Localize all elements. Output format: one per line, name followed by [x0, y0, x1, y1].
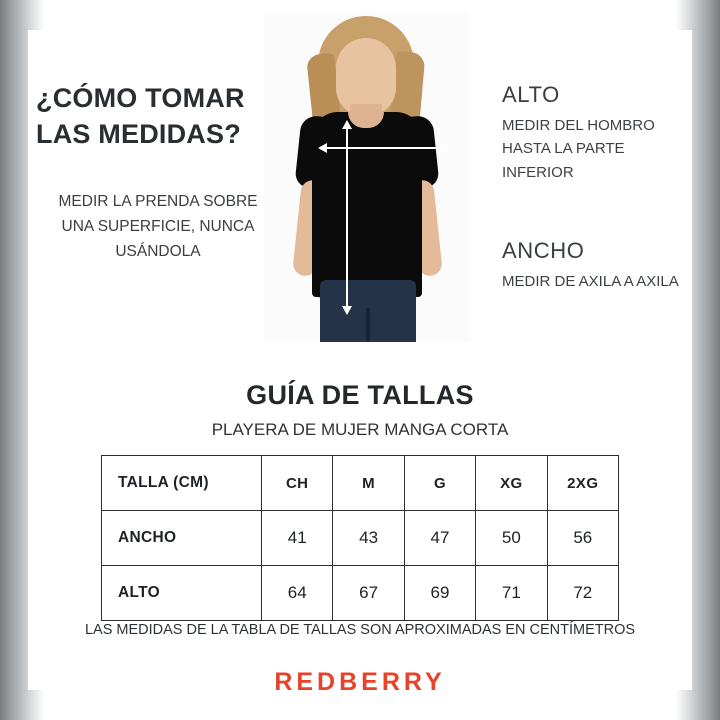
table-row	[102, 566, 619, 621]
jeans-seam	[366, 308, 370, 342]
row-label-alto: ALTO	[102, 566, 262, 621]
alto-g: 69	[404, 566, 475, 621]
how-to-measure-section	[28, 30, 692, 360]
size-guide-title: GUÍA DE TALLAS	[246, 380, 474, 410]
model-photo	[264, 12, 469, 342]
size-guide-subtitle: PLAYERA DE MUJER MANGA CORTA	[211, 420, 509, 439]
measurement-ancho	[502, 238, 679, 293]
size-guide-sheet	[28, 30, 692, 696]
table-header-talla: TALLA (CM)	[102, 456, 262, 511]
table-header-g: G	[404, 456, 475, 511]
arrow-right-tip-icon	[441, 143, 450, 153]
arrow-line	[325, 147, 443, 149]
measurement-alto-title: ALTO	[502, 82, 560, 107]
alto-m: 67	[333, 566, 404, 621]
measurement-alto-text: MEDIR DEL HOMBRO HASTA LA PARTE INFERIOR	[502, 117, 655, 181]
measurement-ancho-text: MEDIR DE AXILA A AXILA	[502, 273, 679, 290]
ancho-g: 47	[404, 511, 475, 566]
table-footnote: LAS MEDIDAS DE LA TABLA DE TALLAS SON APROXIMADAS EN CENTÍMETROS	[84, 622, 636, 638]
ancho-ch: 41	[262, 511, 333, 566]
page-title: ¿CÓMO TOMAR LAS MEDIDAS?	[36, 83, 245, 150]
alto-arrow-icon	[346, 120, 348, 315]
alto-2xg: 72	[547, 566, 618, 621]
row-label-ancho: ANCHO	[102, 511, 262, 566]
ancho-arrow-icon	[318, 147, 450, 149]
arrow-line	[346, 127, 348, 308]
measure-instructions-note: MEDIR LA PRENDA SOBRE UNA SUPERFICIE, NUNCA USÁNDOLA	[58, 193, 258, 260]
brand-logo: REDBERRY	[274, 668, 446, 696]
ancho-xg: 50	[476, 511, 547, 566]
table-row	[102, 511, 619, 566]
ancho-2xg: 56	[547, 511, 618, 566]
table-header-m: M	[333, 456, 404, 511]
measurement-alto	[502, 82, 692, 184]
table-header-xg: XG	[476, 456, 547, 511]
alto-ch: 64	[262, 566, 333, 621]
table-header-ch: CH	[262, 456, 333, 511]
table-header-row	[102, 456, 619, 511]
ancho-m: 43	[333, 511, 404, 566]
size-table	[101, 455, 619, 621]
table-header-2xg: 2XG	[547, 456, 618, 511]
alto-xg: 71	[476, 566, 547, 621]
arrow-bottom-tip-icon	[342, 306, 352, 315]
measurement-ancho-title: ANCHO	[502, 238, 585, 263]
